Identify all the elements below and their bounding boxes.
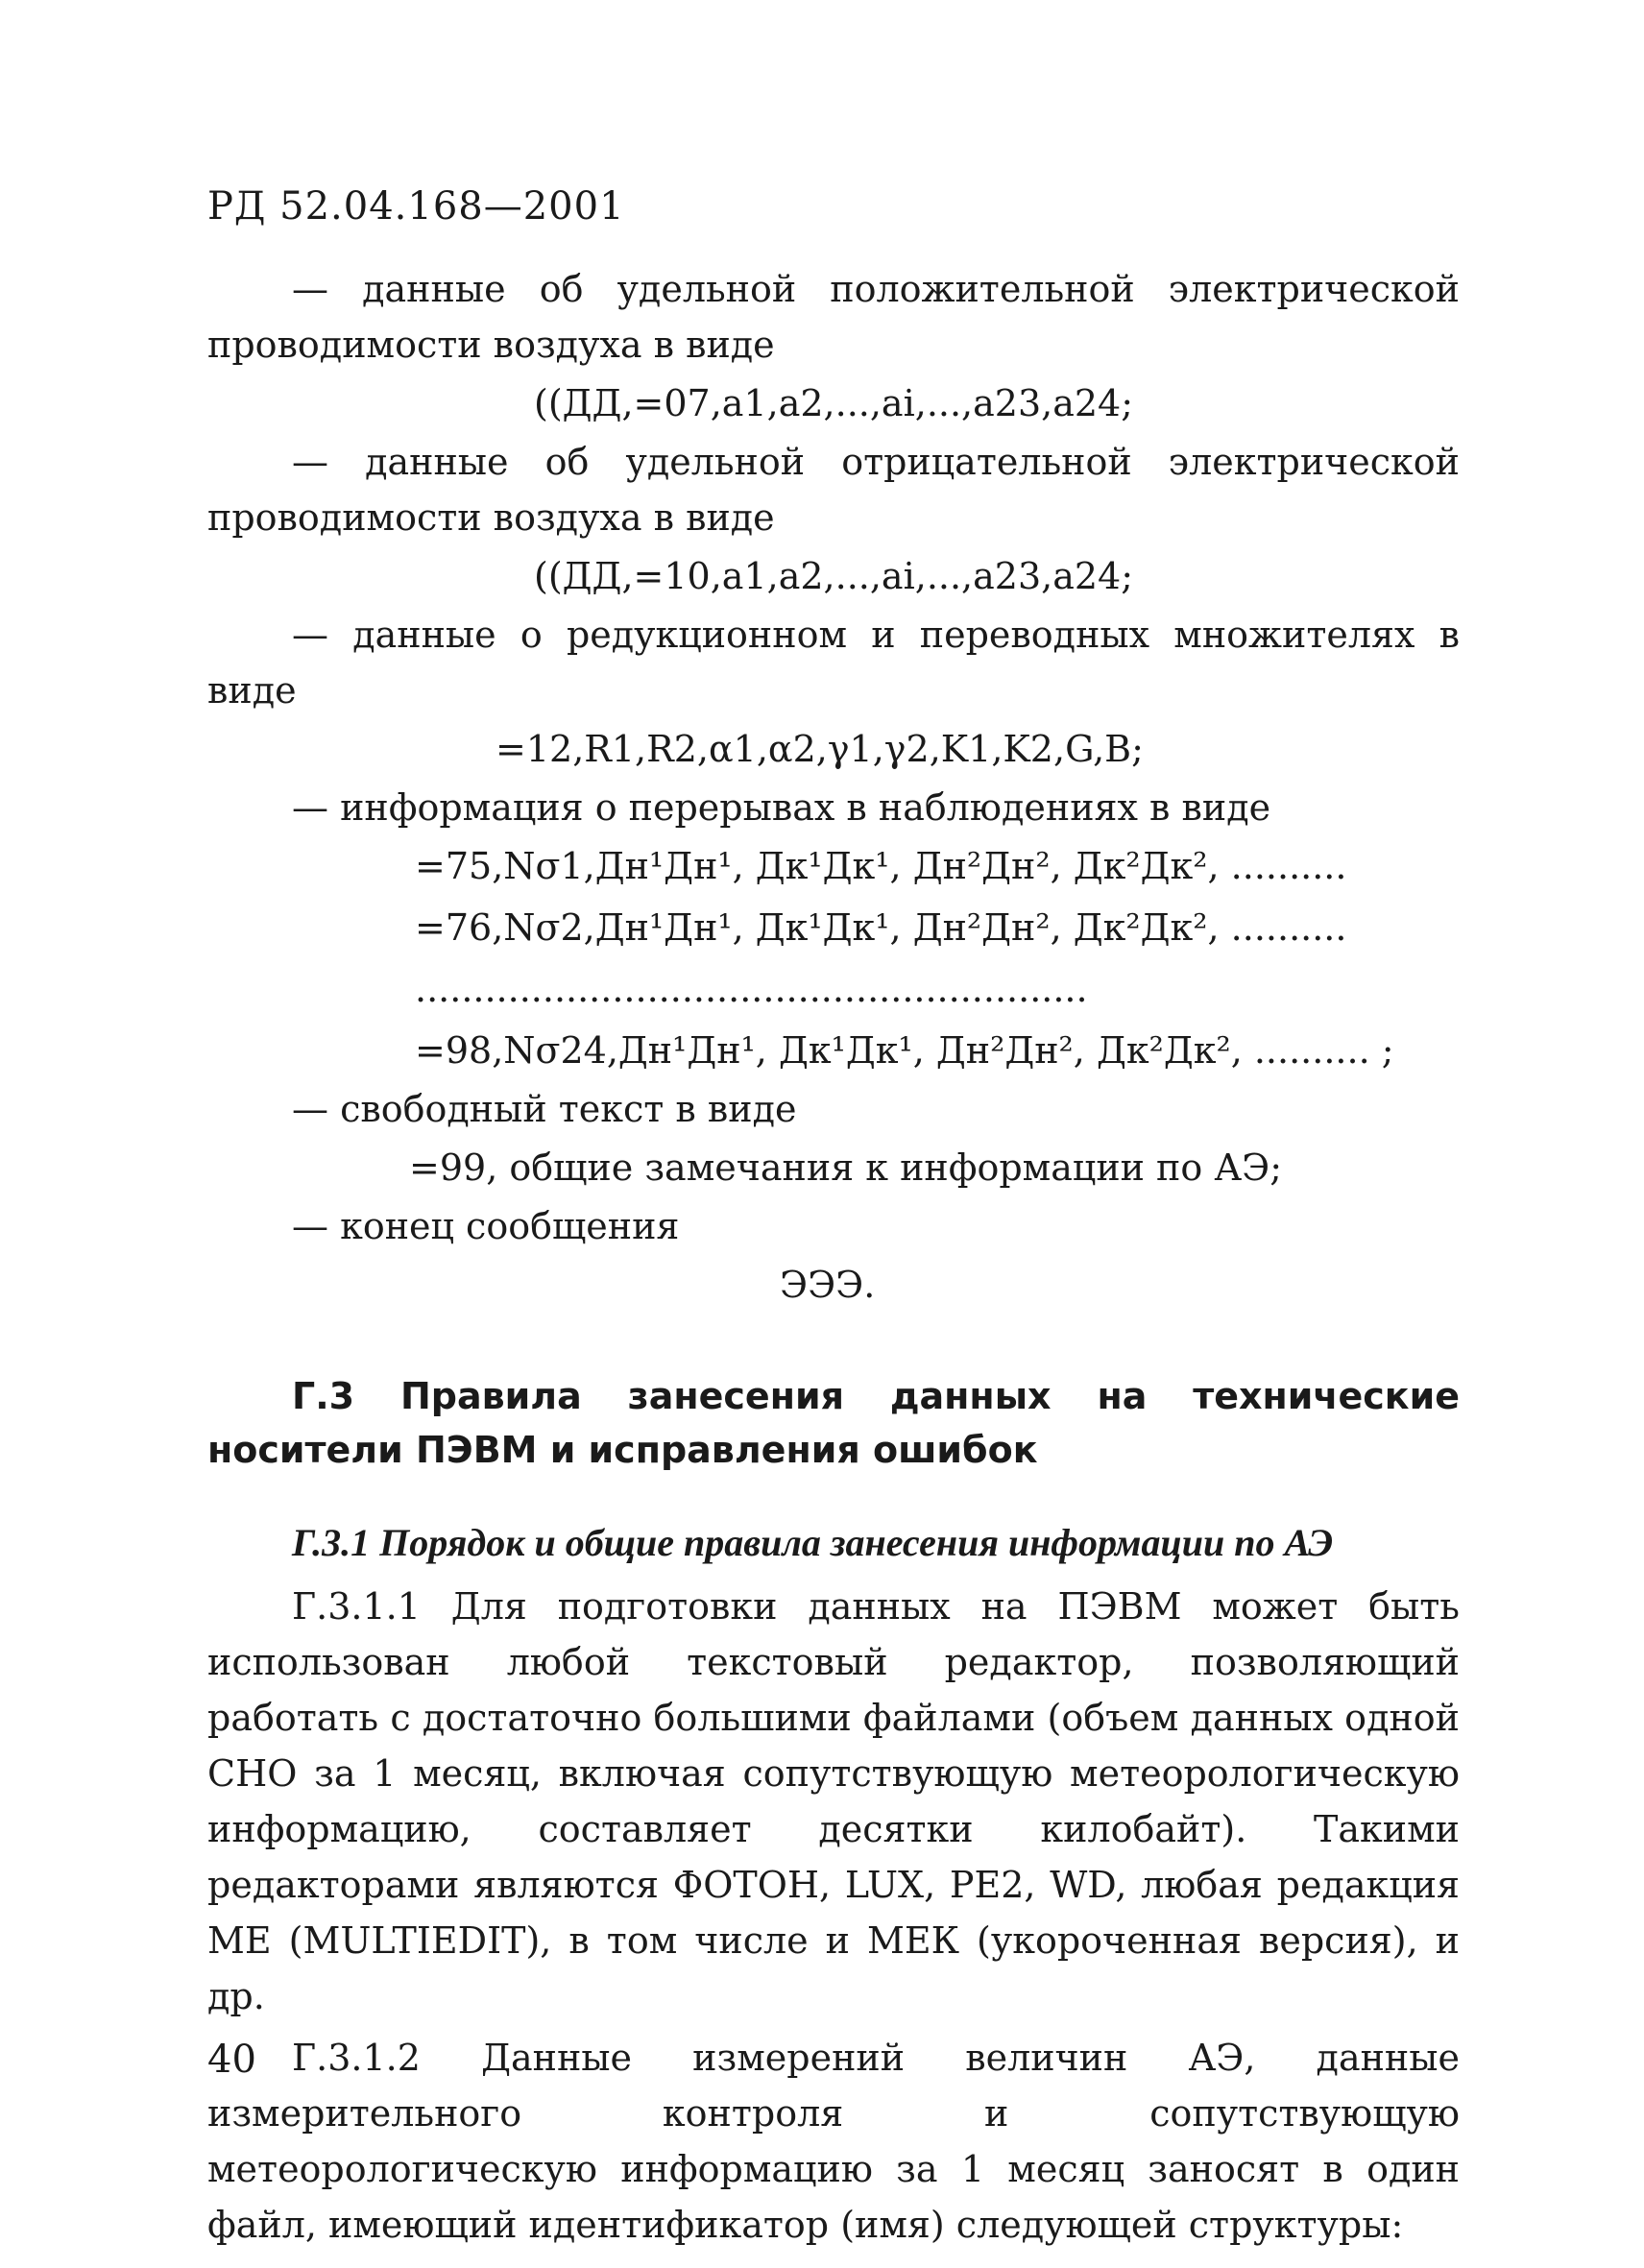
formula-multipliers: =12,R1,R2,α1,α2,γ1,γ2,K1,K2,G,B; [496, 728, 1144, 770]
item-message-end: — конец сообщения [292, 1205, 680, 1247]
section-heading: Г.3 Правила занесения данных на технические носители ПЭВМ и исправления ошибок [207, 1375, 1460, 1471]
item-negative-conductivity: — данные об удельной отрицательной электрической проводимости воздуха в виде [207, 441, 1460, 539]
item-observation-breaks: — информация о перерывах в наблюдениях в виде [292, 786, 1271, 829]
item-free-text: — свободный текст в виде [292, 1088, 797, 1130]
formula-break-75: =75,Nσ1,Дн¹Дн¹, Дк¹Дк¹, Дн²Дн², Дк²Дк², .......... [415, 845, 1347, 887]
formula-break-ellipsis: .......................................................... [415, 968, 1088, 1010]
formula-message-end: ЭЭЭ. [780, 1264, 876, 1306]
subsection-heading: Г.3.1 Порядок и общие правила занесения информации по АЭ [292, 1521, 1334, 1564]
formula-positive-conductivity: ((ДД,=07,a1,a2,...,ai,...,a23,a24; [534, 382, 1134, 424]
page-content [207, 261, 1460, 2253]
document-code-header: РД 52.04.168—2001 [207, 184, 625, 229]
paragraph-3-1-2: Г.3.1.2 Данные измерений величин АЭ, данные измерительного контроля и сопутствующую метеорологическую информацию за 1 месяц заносят в один файл, имеющий идентификатор (имя) следующей структуры: [207, 2037, 1460, 2246]
item-positive-conductivity: — данные об удельной положительной электрической проводимости воздуха в виде [207, 268, 1460, 366]
formula-break-76: =76,Nσ2,Дн¹Дн¹, Дк¹Дк¹, Дн²Дн², Дк²Дк², .......... [415, 906, 1347, 949]
formula-break-98: =98,Nσ24,Дн¹Дн¹, Дк¹Дк¹, Дн²Дн², Дк²Дк², .......... ; [415, 1029, 1394, 1072]
page-number: 40 [207, 2038, 256, 2082]
formula-free-text: =99, общие замечания к информации по АЭ; [409, 1146, 1282, 1189]
paragraph-3-1-1: Г.3.1.1 Для подготовки данных на ПЭВМ может быть использован любой текстовый редактор, позволяющий работать с достаточно большими файлами (объем данных одной СНО за 1 месяц, включая сопутствующую метеорологическую информацию, составляет десятки килобайт). Такими редакторами являются ФОТОН, LUX, PE2, WD, любая редакция ME (MULTIEDIT), в том числе и МЕК (укороченная версия), и др. [207, 1585, 1460, 2017]
formula-negative-conductivity: ((ДД,=10,a1,a2,...,ai,...,a23,a24; [534, 555, 1134, 597]
item-multipliers: — данные о редукционном и переводных множителях в виде [207, 614, 1460, 712]
